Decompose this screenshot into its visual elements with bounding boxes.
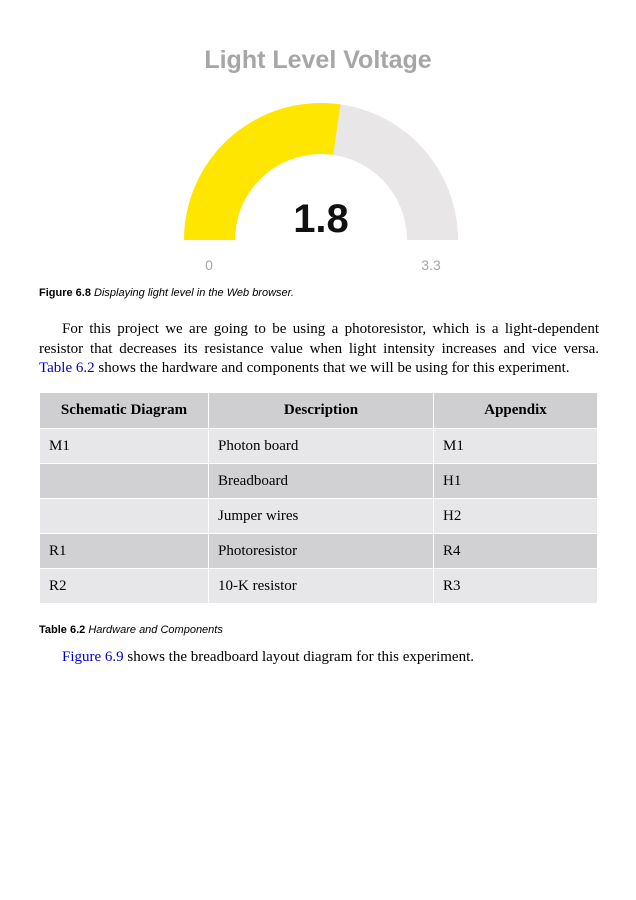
intro-text-end: shows the hardware and components that we will be using for this experiment.: [94, 360, 570, 376]
cell-appendix: M1: [434, 429, 598, 464]
cell-description: Photoresistor: [209, 534, 434, 569]
layout-text: shows the breadboard layout diagram for this experiment.: [123, 649, 474, 665]
cell-description: Jumper wires: [209, 499, 434, 534]
cell-description: 10-K resistor: [209, 569, 434, 604]
cell-schematic: M1: [40, 429, 209, 464]
gauge-min-label: 0: [205, 257, 213, 273]
figure-reference-link[interactable]: Figure 6.9: [62, 649, 124, 665]
figure-caption-label: Figure 6.8: [39, 287, 91, 299]
table-caption-label: Table 6.2: [39, 624, 86, 636]
table-reference-link[interactable]: Table 6.2: [39, 360, 95, 376]
cell-schematic: [40, 499, 209, 534]
header-schematic: Schematic Diagram: [40, 393, 209, 429]
gauge-value: 1.8: [293, 197, 349, 241]
table-caption-text: Hardware and Components: [88, 624, 223, 636]
cell-appendix: R4: [434, 534, 598, 569]
intro-text: For this project we are going to be using a photoresistor, which is a light-dependent resistor that decreases its resistance value when light intensity increases and vice versa.: [39, 321, 599, 357]
table-row: [40, 569, 598, 604]
table-row: [40, 429, 598, 464]
header-description: Description: [209, 393, 434, 429]
layout-paragraph: [39, 648, 599, 668]
intro-paragraph: [39, 320, 599, 379]
table-caption: [39, 624, 223, 636]
gauge-title: Light Level Voltage: [204, 46, 432, 74]
cell-description: Breadboard: [209, 464, 434, 499]
header-appendix: Appendix: [434, 393, 598, 429]
figure-caption-text: Displaying light level in the Web browser.: [94, 287, 294, 299]
cell-appendix: H2: [434, 499, 598, 534]
table-row: [40, 464, 598, 499]
gauge-max-label: 3.3: [421, 257, 441, 273]
voltage-gauge: [0, 0, 636, 290]
table-row: [40, 499, 598, 534]
cell-schematic: [40, 464, 209, 499]
cell-schematic: R1: [40, 534, 209, 569]
cell-description: Photon board: [209, 429, 434, 464]
cell-appendix: H1: [434, 464, 598, 499]
table-header-row: [40, 393, 598, 429]
cell-appendix: R3: [434, 569, 598, 604]
table-row: [40, 534, 598, 569]
hardware-table: [39, 392, 598, 604]
figure-caption: [39, 287, 294, 299]
cell-schematic: R2: [40, 569, 209, 604]
